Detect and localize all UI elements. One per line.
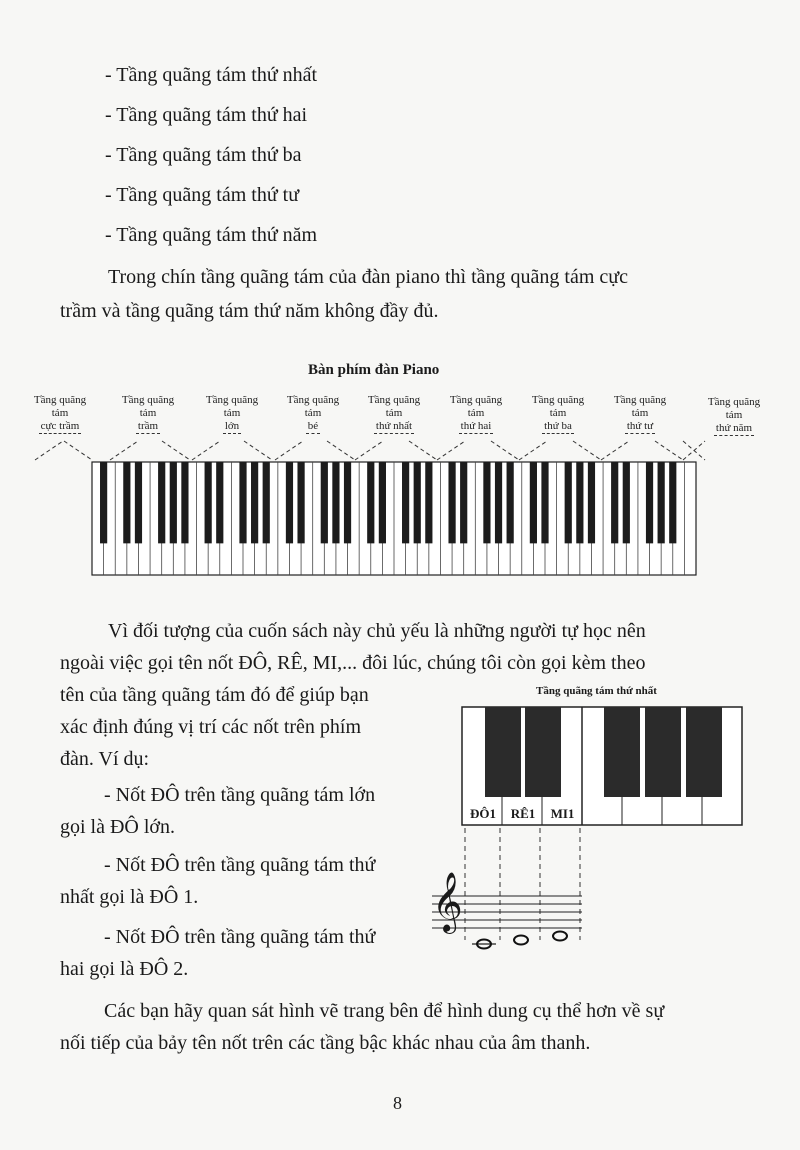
octave-label: Tầng quãng tám cực trầm xyxy=(33,394,87,432)
figure-title: Tầng quãng tám thứ nhất xyxy=(536,685,657,697)
treble-clef-icon: 𝄞 xyxy=(432,872,463,932)
note-name-labels xyxy=(463,806,582,822)
octave-label: Tầng quãng tám bé xyxy=(286,394,340,432)
octave-label: Tầng quãng tám lớn xyxy=(205,394,259,432)
paragraph-line: ngoài việc gọi tên nốt ĐÔ, RÊ, MI,... đôi lúc, chúng tôi còn gọi kèm theo xyxy=(60,652,646,674)
list-item: - Tầng quãng tám thứ ba xyxy=(105,144,302,166)
octave-label: Tầng quãng tám thứ tư xyxy=(613,394,667,432)
example-line: hai gọi là ĐÔ 2. xyxy=(60,958,189,980)
note-label: MI1 xyxy=(550,806,575,821)
octave-label: Tầng quãng tám thứ hai xyxy=(449,394,503,432)
octave-label: Tầng quãng tám thứ ba xyxy=(531,394,585,432)
example-line: - Nốt ĐÔ trên tầng quãng tám lớn xyxy=(104,784,376,806)
paragraph-line: trầm và tầng quãng tám thứ năm không đầy đủ. xyxy=(60,300,439,322)
paragraph-line: Vì đối tượng của cuốn sách này chủ yếu là những người tự học nên xyxy=(108,620,646,642)
note-label: RÊ1 xyxy=(510,806,536,821)
list-item: - Tầng quãng tám thứ nhất xyxy=(105,64,318,86)
example-line: gọi là ĐÔ lớn. xyxy=(60,816,176,838)
octave-label: Tầng quãng tám thứ nhất xyxy=(367,394,421,432)
paragraph-line: Các bạn hãy quan sát hình vẽ trang bên để hình dung cụ thể hơn về sự xyxy=(104,1000,665,1022)
paragraph-line: Trong chín tầng quãng tám của đàn piano thì tầng quãng tám cực xyxy=(108,266,628,288)
example-line: - Nốt ĐÔ trên tầng quãng tám thứ xyxy=(104,854,376,876)
example-line: nhất gọi là ĐÔ 1. xyxy=(60,886,199,908)
paragraph-line: nối tiếp của bảy tên nốt trên các tầng bậc khác nhau của âm thanh. xyxy=(60,1032,591,1054)
note-label: ĐÔ1 xyxy=(470,806,496,821)
paragraph-line: xác định đúng vị trí các nốt trên phím xyxy=(60,716,362,738)
list-item: - Tầng quãng tám thứ hai xyxy=(105,104,308,126)
list-item: - Tầng quãng tám thứ năm xyxy=(105,224,318,246)
octave-label: Tầng quãng tám thứ năm xyxy=(707,396,761,434)
octave-label: Tầng quãng tám trầm xyxy=(121,394,175,432)
paragraph-line: đàn. Ví dụ: xyxy=(60,748,150,770)
list-item: - Tầng quãng tám thứ tư xyxy=(105,184,300,206)
page-number: 8 xyxy=(393,1093,402,1113)
example-line: - Nốt ĐÔ trên tầng quãng tám thứ xyxy=(104,926,376,948)
paragraph-line: tên của tầng quãng tám đó để giúp bạn xyxy=(60,684,369,706)
figure-title: Bàn phím đàn Piano xyxy=(308,362,440,378)
